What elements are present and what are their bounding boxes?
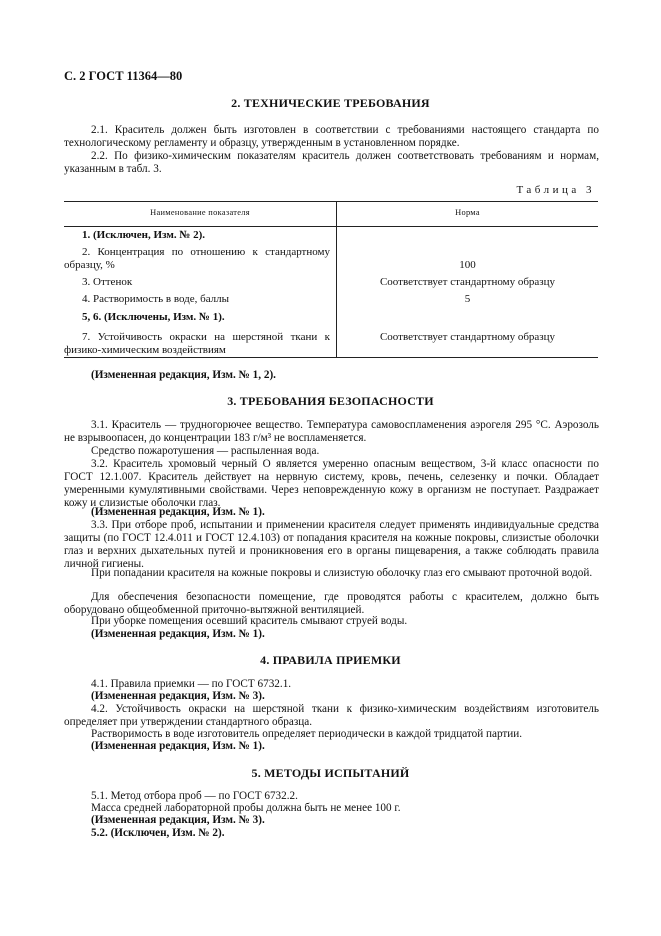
- section-3-note-2: (Измененная редакция, Изм. № 1).: [91, 628, 265, 640]
- table-note: (Измененная редакция, Изм. № 1, 2).: [91, 369, 276, 381]
- table-row-2-norm: 100: [459, 259, 476, 271]
- paragraph-3-3-cleaning: При уборке помещения осевший краситель смывают струей воды.: [91, 615, 408, 627]
- table-row-7-norm: Соответствует стандартному образцу: [379, 331, 556, 343]
- table-row-3-norm: Соответствует стандартному образцу: [379, 276, 556, 288]
- table-row-4-name: 4. Растворимость в воде, баллы: [82, 293, 230, 305]
- table-row-3-name: 3. Оттенок: [82, 276, 133, 288]
- paragraph-4-2: 4.2. Устойчивость окраски на шерстяной ткани к физико-химическим воздействиям изготовитель определяет при утверждении стандартного образца.: [64, 703, 599, 728]
- paragraph-5-2: 5.2. (Исключен, Изм. № 2).: [91, 827, 225, 839]
- paragraph-3-1: 3.1. Краситель — трудногорючее вещество. Температура самовоспламенения аэрогеля 295 °С. Аэрозоль не взрывоопасен, до концентрации 183 г/м³ не воспламеняется.: [64, 419, 599, 444]
- paragraph-4-1: 4.1. Правила приемки — по ГОСТ 6732.1.: [91, 678, 292, 690]
- paragraph-2-2: 2.2. По физико-химическим показателям краситель должен соответствовать требованиям и нормам, указанным в табл. 3.: [64, 150, 599, 175]
- paragraph-3-3: 3.3. При отборе проб, испытании и применении красителя следует применять индивидуальные средства защиты (по ГОСТ 12.4.011 и ГОСТ 12.4.103) от попадания красителя на кожные покровы, слизистые оболочки глаз и верхних дыхательных путей и проникновения его в органы пищеварения, а также соблюдать правила личной гигиены.: [64, 519, 599, 570]
- table-row-5-name: 5, 6. (Исключены, Изм. № 1).: [82, 311, 225, 323]
- table-header-rule: [64, 226, 598, 227]
- paragraph-2-1: 2.1. Краситель должен быть изготовлен в соответствии с требованиями настоящего стандарта по технологическому регламенту и образцу, утвержденным в установленном порядке.: [64, 124, 599, 149]
- paragraph-3-1-extinguish: Средство пожаротушения — распыленная вода.: [91, 445, 320, 457]
- table-row-7-name: 7. Устойчивость окраски на шерстяной ткани к физико-химическим воздействиям: [64, 331, 330, 356]
- table-row-1-name: 1. (Исключен, Изм. № 2).: [82, 229, 206, 241]
- paragraph-4-2-solubility: Растворимость в воде изготовитель определяет периодически в каждой тридцатой партии.: [91, 728, 523, 740]
- paragraph-3-2: 3.2. Краситель хромовый черный О является умеренно опасным веществом, 3-й класс опасности по ГОСТ 12.1.007. Краситель действует на нервную систему, кровь, печень, селезенку и почки. Обладает умеренными кумулятивными свойствами. Через неповрежденную кожу в организм не поступает. Раздражает кожу и слизистые оболочки глаз.: [64, 458, 599, 509]
- table-header-norm: Норма: [455, 208, 480, 217]
- paragraph-3-3-ventilation: Для обеспечения безопасности помещение, где проводятся работы с красителем, должно быть оборудовано общеобменной приточно-вытяжной вентиляцией.: [64, 591, 599, 616]
- paragraph-5-1: 5.1. Метод отбора проб — по ГОСТ 6732.2.: [91, 790, 298, 802]
- section-2-title: 2. ТЕХНИЧЕСКИЕ ТРЕБОВАНИЯ: [231, 96, 430, 110]
- table-bottom-rule: [64, 357, 598, 358]
- section-5-title: 5. МЕТОДЫ ИСПЫТАНИЙ: [251, 766, 410, 780]
- section-4-note-2: (Измененная редакция, Изм. № 1).: [91, 740, 265, 752]
- table-top-rule: [64, 201, 598, 202]
- table-header-name: Наименование показателя: [150, 208, 250, 217]
- section-4-title: 4. ПРАВИЛА ПРИЕМКИ: [260, 653, 401, 667]
- page-header: С. 2 ГОСТ 11364—80: [64, 69, 183, 83]
- paragraph-5-1-mass: Масса средней лабораторной пробы должна быть не менее 100 г.: [91, 802, 401, 814]
- section-5-note-1: (Измененная редакция, Изм. № 3).: [91, 814, 265, 826]
- table-row-2-name: 2. Концентрация по отношению к стандартному образцу, %: [64, 246, 330, 271]
- table-row-4-norm: 5: [464, 293, 471, 305]
- table-caption: Таблица 3: [516, 184, 595, 196]
- paragraph-3-3-eyes: При попадании красителя на кожные покровы и слизистую оболочку глаз его смывают проточной водой.: [91, 567, 593, 579]
- section-4-note-1: (Измененная редакция, Изм. № 3).: [91, 690, 265, 702]
- section-3-title: 3. ТРЕБОВАНИЯ БЕЗОПАСНОСТИ: [227, 394, 434, 408]
- section-3-note-1: (Измененная редакция, Изм. № 1).: [91, 506, 265, 518]
